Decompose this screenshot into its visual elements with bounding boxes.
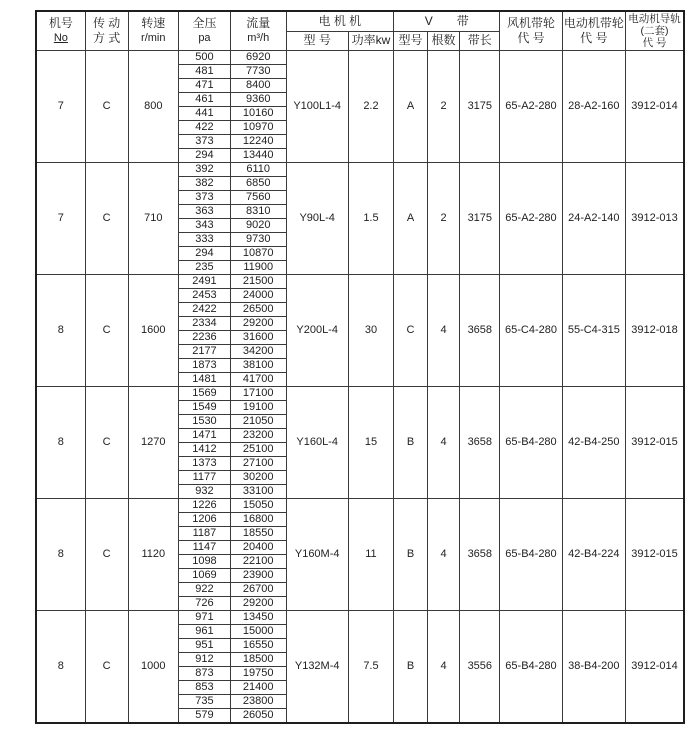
flow-cell: 13450 (230, 611, 286, 625)
pressure-cell: 873 (179, 667, 231, 681)
pressure-cell: 2236 (179, 331, 231, 345)
speed-cell: 800 (128, 51, 179, 163)
speed-cell: 1120 (128, 499, 179, 611)
motor-rail-code-cell: 3912-013 (626, 163, 684, 275)
flow-cell: 34200 (230, 345, 286, 359)
flow-cell: 6110 (230, 163, 286, 177)
flow-cell: 15050 (230, 499, 286, 513)
flow-cell: 23200 (230, 429, 286, 443)
flow-cell: 30200 (230, 471, 286, 485)
flow-cell: 25100 (230, 443, 286, 457)
flow-cell: 24000 (230, 289, 286, 303)
motor-rail-code-cell: 3912-014 (626, 611, 684, 724)
motor-power-cell: 30 (348, 275, 393, 387)
belt-length-cell: 3175 (460, 51, 500, 163)
motor-model-cell: Y100L1-4 (286, 51, 348, 163)
header-motor-pulley-line1: 电动机带轮 (563, 16, 624, 30)
header-vbelt-group: V 带 (394, 11, 500, 31)
header-drive-line1: 传 动 (92, 16, 121, 30)
pressure-cell: 294 (179, 149, 231, 163)
belt-type-cell: A (394, 51, 428, 163)
pressure-cell: 1873 (179, 359, 231, 373)
pressure-cell: 1147 (179, 541, 231, 555)
pressure-cell: 853 (179, 681, 231, 695)
header-belt-length: 带长 (460, 31, 500, 50)
flow-cell: 9730 (230, 233, 286, 247)
pressure-cell: 726 (179, 597, 231, 611)
flow-cell: 8310 (230, 205, 286, 219)
pressure-cell: 1069 (179, 569, 231, 583)
header-pressure-unit: pa (198, 32, 211, 44)
drive-mode-cell: C (85, 387, 128, 499)
belt-count-cell: 2 (427, 51, 459, 163)
fan-no-cell: 7 (36, 163, 85, 275)
drive-mode-cell: C (85, 163, 128, 275)
pressure-cell: 2491 (179, 275, 231, 289)
pressure-cell: 235 (179, 261, 231, 275)
motor-rail-code-cell: 3912-018 (626, 275, 684, 387)
flow-cell: 6850 (230, 177, 286, 191)
motor-power-cell: 2.2 (348, 51, 393, 163)
motor-power-cell: 7.5 (348, 611, 393, 724)
belt-type-cell: B (394, 499, 428, 611)
belt-type-cell: B (394, 387, 428, 499)
flow-cell: 15000 (230, 625, 286, 639)
fan-pulley-code-cell: 65-B4-280 (500, 499, 562, 611)
flow-cell: 21400 (230, 681, 286, 695)
pressure-cell: 2422 (179, 303, 231, 317)
pressure-cell: 579 (179, 709, 231, 724)
header-fan-no (36, 11, 85, 51)
flow-cell: 10870 (230, 247, 286, 261)
header-fan-no-en: No (53, 32, 68, 44)
flow-cell: 17100 (230, 387, 286, 401)
belt-count-cell: 4 (427, 611, 459, 724)
pressure-cell: 382 (179, 177, 231, 191)
speed-cell: 710 (128, 163, 179, 275)
belt-count-cell: 2 (427, 163, 459, 275)
pressure-cell: 1177 (179, 471, 231, 485)
header-row-1 (36, 11, 684, 31)
belt-type-cell: C (394, 275, 428, 387)
spec-row (36, 387, 684, 401)
pressure-cell: 735 (179, 695, 231, 709)
pressure-cell: 441 (179, 107, 231, 121)
motor-model-cell: Y132M-4 (286, 611, 348, 724)
header-fan-pulley-code (500, 11, 562, 51)
belt-type-cell: B (394, 611, 428, 724)
flow-cell: 23800 (230, 695, 286, 709)
fan-pulley-code-cell: 65-A2-280 (500, 163, 562, 275)
motor-rail-code-cell: 3912-015 (626, 387, 684, 499)
spec-row (36, 51, 684, 65)
motor-pulley-code-cell: 24-A2-140 (562, 163, 626, 275)
header-motor-group: 电 机 机 (286, 11, 394, 31)
flow-cell: 38100 (230, 359, 286, 373)
motor-pulley-code-cell: 42-B4-250 (562, 387, 626, 499)
flow-cell: 12240 (230, 135, 286, 149)
header-drive-mode (85, 11, 128, 51)
spec-row (36, 163, 684, 177)
flow-cell: 26500 (230, 303, 286, 317)
spec-table-header (36, 11, 684, 51)
flow-cell: 16550 (230, 639, 286, 653)
pressure-cell: 481 (179, 65, 231, 79)
motor-rail-code-cell: 3912-014 (626, 51, 684, 163)
belt-length-cell: 3175 (460, 163, 500, 275)
flow-cell: 26700 (230, 583, 286, 597)
flow-cell: 9020 (230, 219, 286, 233)
flow-cell: 9360 (230, 93, 286, 107)
motor-power-cell: 11 (348, 499, 393, 611)
header-motor-pulley-line2: 代 号 (580, 31, 608, 45)
header-flow-cn: 流量 (246, 16, 271, 30)
flow-cell: 18500 (230, 653, 286, 667)
header-fan-pulley-line2: 代 号 (517, 31, 545, 45)
header-drive-line2: 方 式 (92, 31, 121, 45)
flow-cell: 10970 (230, 121, 286, 135)
motor-model-cell: Y90L-4 (286, 163, 348, 275)
header-speed (128, 11, 179, 51)
motor-pulley-code-cell: 55-C4-315 (562, 275, 626, 387)
pressure-cell: 912 (179, 653, 231, 667)
pressure-cell: 2453 (179, 289, 231, 303)
flow-cell: 13440 (230, 149, 286, 163)
header-motor-rail-line3: 代 号 (642, 37, 667, 49)
motor-power-cell: 1.5 (348, 163, 393, 275)
pressure-cell: 1481 (179, 373, 231, 387)
motor-rail-code-cell: 3912-015 (626, 499, 684, 611)
pressure-cell: 1569 (179, 387, 231, 401)
pressure-cell: 363 (179, 205, 231, 219)
flow-cell: 41700 (230, 373, 286, 387)
pressure-cell: 2177 (179, 345, 231, 359)
flow-cell: 16800 (230, 513, 286, 527)
pressure-cell: 1530 (179, 415, 231, 429)
fan-pulley-code-cell: 65-C4-280 (500, 275, 562, 387)
motor-pulley-code-cell: 42-B4-224 (562, 499, 626, 611)
flow-cell: 18550 (230, 527, 286, 541)
speed-cell: 1600 (128, 275, 179, 387)
pressure-cell: 373 (179, 191, 231, 205)
header-flow (230, 11, 286, 51)
belt-type-cell: A (394, 163, 428, 275)
motor-power-cell: 15 (348, 387, 393, 499)
header-speed-cn: 转速 (141, 16, 166, 30)
header-pressure-cn: 全压 (192, 16, 217, 30)
pressure-cell: 1226 (179, 499, 231, 513)
belt-count-cell: 4 (427, 499, 459, 611)
flow-cell: 19750 (230, 667, 286, 681)
belt-length-cell: 3556 (460, 611, 500, 724)
pressure-cell: 971 (179, 611, 231, 625)
flow-cell: 31600 (230, 331, 286, 345)
pressure-cell: 1471 (179, 429, 231, 443)
drive-mode-cell: C (85, 611, 128, 724)
flow-cell: 7730 (230, 65, 286, 79)
flow-cell: 20400 (230, 541, 286, 555)
pressure-cell: 951 (179, 639, 231, 653)
header-motor-rail-line1: 电动机导轨 (628, 13, 681, 25)
flow-cell: 8400 (230, 79, 286, 93)
spec-row (36, 275, 684, 289)
header-belt-type: 型号 (394, 31, 428, 50)
flow-cell: 33100 (230, 485, 286, 499)
header-motor-pulley-code (562, 11, 626, 51)
pressure-cell: 932 (179, 485, 231, 499)
drive-mode-cell: C (85, 51, 128, 163)
pressure-cell: 343 (179, 219, 231, 233)
pressure-cell: 422 (179, 121, 231, 135)
flow-cell: 7560 (230, 191, 286, 205)
header-fan-pulley-line1: 风机带轮 (506, 16, 555, 30)
fan-no-cell: 7 (36, 51, 85, 163)
pressure-cell: 1098 (179, 555, 231, 569)
fan-pulley-code-cell: 65-A2-280 (500, 51, 562, 163)
header-flow-unit: m³/h (247, 32, 270, 44)
motor-pulley-code-cell: 28-A2-160 (562, 51, 626, 163)
pressure-cell: 294 (179, 247, 231, 261)
speed-cell: 1000 (128, 611, 179, 724)
flow-cell: 26050 (230, 709, 286, 724)
flow-cell: 29200 (230, 317, 286, 331)
spec-row (36, 499, 684, 513)
pressure-cell: 1549 (179, 401, 231, 415)
belt-length-cell: 3658 (460, 275, 500, 387)
pressure-cell: 500 (179, 51, 231, 65)
motor-model-cell: Y160L-4 (286, 387, 348, 499)
header-belt-count: 根数 (427, 31, 459, 50)
pressure-cell: 2334 (179, 317, 231, 331)
motor-model-cell: Y160M-4 (286, 499, 348, 611)
header-pressure (179, 11, 231, 51)
fan-no-cell: 8 (36, 499, 85, 611)
pressure-cell: 1187 (179, 527, 231, 541)
pressure-cell: 373 (179, 135, 231, 149)
fan-no-cell: 8 (36, 611, 85, 724)
header-fan-no-cn: 机号 (48, 16, 73, 30)
belt-length-cell: 3658 (460, 499, 500, 611)
pressure-cell: 392 (179, 163, 231, 177)
header-motor-rail-line2: (二套) (640, 25, 669, 37)
flow-cell: 29200 (230, 597, 286, 611)
speed-cell: 1270 (128, 387, 179, 499)
pressure-cell: 471 (179, 79, 231, 93)
flow-cell: 22100 (230, 555, 286, 569)
pressure-cell: 1412 (179, 443, 231, 457)
spec-table-body (36, 51, 684, 724)
fan-spec-table (35, 10, 685, 724)
motor-pulley-code-cell: 38-B4-200 (562, 611, 626, 724)
flow-cell: 21500 (230, 275, 286, 289)
flow-cell: 19100 (230, 401, 286, 415)
header-motor-power: 功率kw (348, 31, 393, 50)
fan-pulley-code-cell: 65-B4-280 (500, 611, 562, 724)
pressure-cell: 1373 (179, 457, 231, 471)
fan-no-cell: 8 (36, 387, 85, 499)
belt-count-cell: 4 (427, 387, 459, 499)
header-motor-model: 型 号 (286, 31, 348, 50)
pressure-cell: 961 (179, 625, 231, 639)
flow-cell: 27100 (230, 457, 286, 471)
pressure-cell: 461 (179, 93, 231, 107)
header-motor-rail-code (626, 11, 684, 51)
fan-pulley-code-cell: 65-B4-280 (500, 387, 562, 499)
fan-no-cell: 8 (36, 275, 85, 387)
flow-cell: 21050 (230, 415, 286, 429)
header-speed-unit: r/min (141, 32, 166, 44)
drive-mode-cell: C (85, 275, 128, 387)
belt-count-cell: 4 (427, 275, 459, 387)
flow-cell: 23900 (230, 569, 286, 583)
flow-cell: 10160 (230, 107, 286, 121)
belt-length-cell: 3658 (460, 387, 500, 499)
spec-row (36, 611, 684, 625)
pressure-cell: 922 (179, 583, 231, 597)
pressure-cell: 333 (179, 233, 231, 247)
pressure-cell: 1206 (179, 513, 231, 527)
motor-model-cell: Y200L-4 (286, 275, 348, 387)
flow-cell: 6920 (230, 51, 286, 65)
drive-mode-cell: C (85, 499, 128, 611)
flow-cell: 11900 (230, 261, 286, 275)
